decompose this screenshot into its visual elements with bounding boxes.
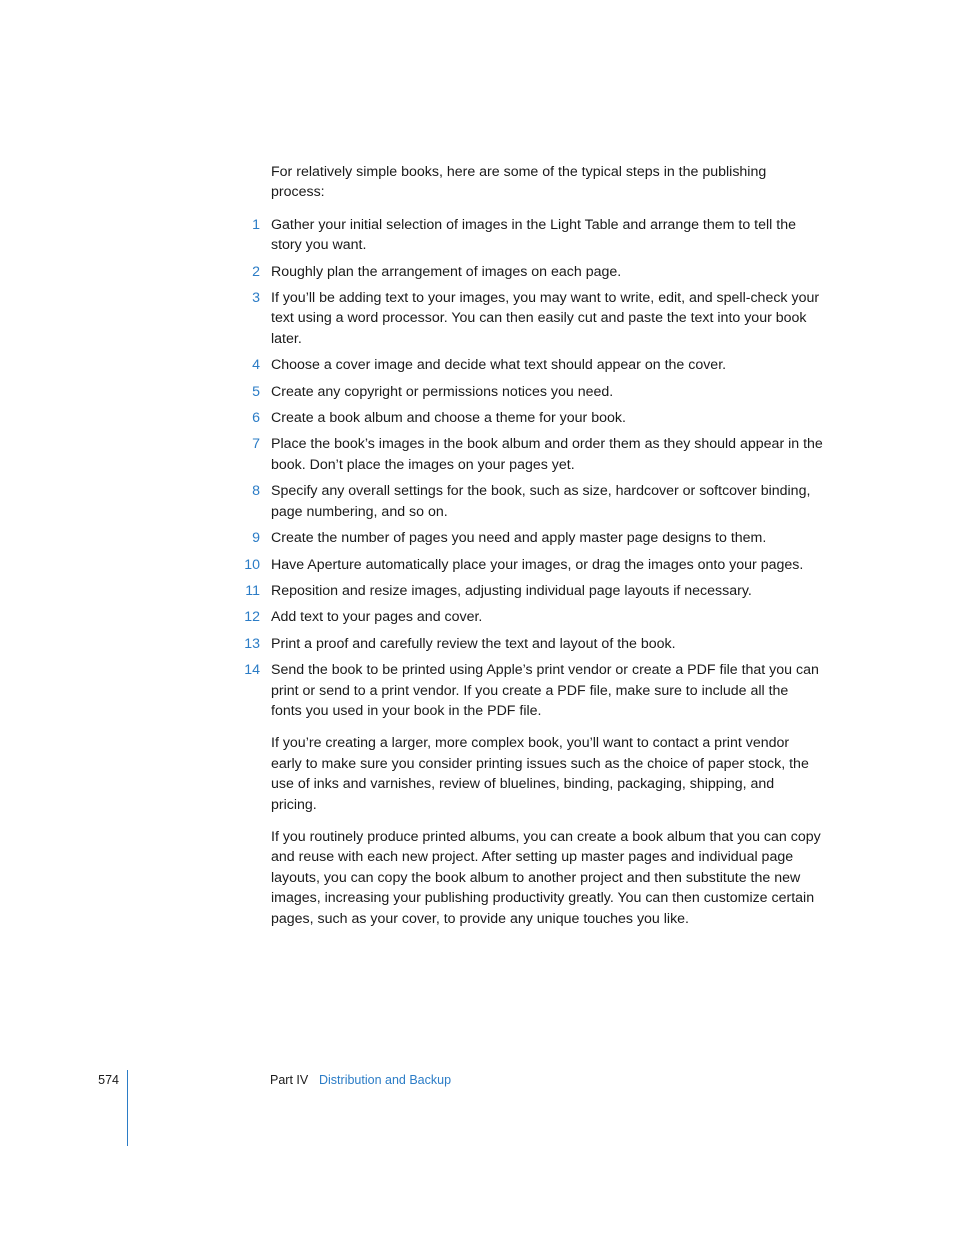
step-text: Have Aperture automatically place your images, or drag the images onto your pages. xyxy=(271,556,804,573)
step-text: Roughly plan the arrangement of images on each page. xyxy=(271,263,622,280)
section-title: Distribution and Backup xyxy=(319,1073,452,1087)
step-number: 2 xyxy=(252,263,260,280)
step-number: 8 xyxy=(252,483,260,500)
step-number: 1 xyxy=(252,216,260,233)
step-text: If you’ll be adding text to your images, you may want to write, edit, and spell-check your text using a word processor. You can then easily cut and paste the text into your book later. xyxy=(271,290,820,347)
step-number: 12 xyxy=(244,609,260,626)
step-text: Create any copyright or permissions notices you need. xyxy=(271,383,614,400)
step-text: Specify any overall settings for the book, such as size, hardcover or softcover binding, page numbering, and so on. xyxy=(271,483,811,520)
list-item xyxy=(252,528,823,548)
list-item xyxy=(252,262,823,282)
step-number: 13 xyxy=(244,635,260,652)
step-text: Create the number of pages you need and apply master page designs to them. xyxy=(271,530,767,547)
steps-list xyxy=(244,215,823,722)
list-item xyxy=(244,634,823,654)
part-label: Part IV xyxy=(270,1073,309,1087)
step-text: Send the book to be printed using Apple’s print vendor or create a PDF file that you can print or send to a print vendor. If you create a PDF file, make sure to include all the fonts you used in your book in the PDF file. xyxy=(271,662,819,719)
page-number: 574 xyxy=(98,1073,119,1087)
step-number: 7 xyxy=(252,436,260,453)
step-text: Add text to your pages and cover. xyxy=(271,609,483,626)
body-paragraph: If you routinely produce printed albums, you can create a book album that you can copy and reuse with each new project. After setting up master pages and individual page layouts, you can copy the book album to another project and then substitute the new images, increasing your publishing productivity greatly. You can then customize certain pages, such as your cover, to provide any unique touches you like. xyxy=(271,828,821,927)
list-item xyxy=(252,215,823,256)
step-number: 14 xyxy=(244,662,260,679)
main-content xyxy=(244,162,823,941)
list-item xyxy=(252,408,823,428)
step-text: Reposition and resize images, adjusting individual page layouts if necessary. xyxy=(271,582,752,599)
list-item xyxy=(252,355,823,375)
step-text: Create a book album and choose a theme for your book. xyxy=(271,410,626,427)
step-text: Print a proof and carefully review the text and layout of the book. xyxy=(271,635,676,652)
list-item xyxy=(252,481,823,522)
list-item xyxy=(245,581,823,601)
list-item xyxy=(252,288,823,349)
footer-divider xyxy=(127,1070,128,1146)
body-paragraph: If you’re creating a larger, more complex book, you’ll want to contact a print vendor early to make sure you consider printing issues such as the choice of paper stock, the use of inks and varnishes, review of bluelines, binding, packaging, shipping, and pricing. xyxy=(271,735,809,813)
step-number: 10 xyxy=(244,556,260,573)
step-number: 5 xyxy=(252,383,260,400)
step-text: Choose a cover image and decide what text should appear on the cover. xyxy=(271,357,727,374)
step-number: 9 xyxy=(252,530,260,547)
intro-paragraph: For relatively simple books, here are some of the typical steps in the publishing process: xyxy=(271,164,767,201)
list-item xyxy=(252,434,823,475)
step-number: 3 xyxy=(252,290,260,307)
list-item xyxy=(244,660,823,721)
step-number: 4 xyxy=(252,357,260,374)
list-item xyxy=(244,607,823,627)
step-text: Place the book’s images in the book album and order them as they should appear in the book. Don’t place the images on your pages yet. xyxy=(271,436,823,473)
list-item xyxy=(252,382,823,402)
step-number: 6 xyxy=(252,410,260,427)
step-number: 11 xyxy=(245,582,260,599)
list-item xyxy=(244,555,823,575)
step-text: Gather your initial selection of images in the Light Table and arrange them to tell the story you want. xyxy=(271,216,796,254)
